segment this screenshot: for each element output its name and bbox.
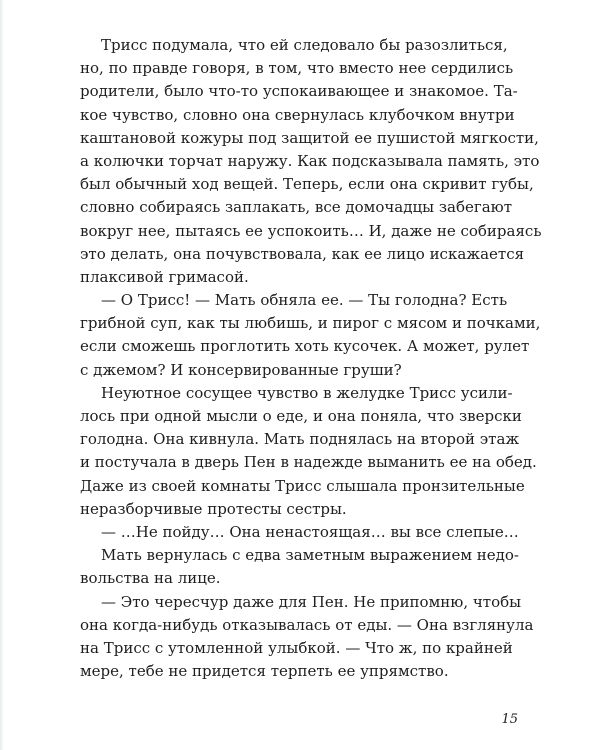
text-line: — О Трисс! — Мать обняла ее. — Ты голодна? Есть <box>101 291 508 310</box>
text-line: кое чувство, словно она свернулась клубочком внутри <box>80 105 515 124</box>
text-line: Неуютное сосущее чувство в желудке Трисс усили- <box>101 383 513 402</box>
paragraph-5 <box>80 544 519 590</box>
text-line: — Это чересчур даже для Пен. Не припомню, чтобы <box>101 592 522 611</box>
text-line: с джемом? И консервированные груши? <box>80 360 402 379</box>
text-line: — …Не пойду… Она ненастоящая… вы все слепые… <box>101 522 519 541</box>
text-line: словно собираясь заплакать, все домочадцы забегают <box>80 198 513 217</box>
text-line: но, по правде говоря, в том, что вместо нее сердились <box>80 59 514 78</box>
text-line: каштановой кожуры под защитой ее пушистой мягкости, <box>80 128 539 147</box>
text-line: был обычный ход вещей. Теперь, если она скривит губы, <box>80 175 534 194</box>
text-line: вольства на лице. <box>80 569 221 588</box>
text-line: и постучала в дверь Пен в надежде выманить ее на обед. <box>80 453 537 472</box>
text-line: грибной суп, как ты любишь, и пирог с мясом и почками, <box>80 314 541 333</box>
paragraph-3 <box>80 382 537 521</box>
text-line: если сможешь проглотить хоть кусочек. А может, рулет <box>80 337 530 356</box>
text-line: это делать, она почувствовала, как ее лицо искажается <box>80 244 525 263</box>
text-line: вокруг нее, пытаясь ее успокоить… И, даже не собираясь <box>80 221 542 240</box>
paragraph-6 <box>80 591 534 684</box>
text-line: голодна. Она кивнула. Мать поднялась на второй этаж <box>80 430 520 449</box>
text-line: родители, было что-то успокаивающее и знакомое. Та- <box>80 82 518 101</box>
text-line: мере, тебе не придется терпеть ее упрямство. <box>80 662 449 681</box>
page-edge-shadow <box>0 0 4 750</box>
text-line: на Трисс с утомленной улыбкой. — Что ж, по крайней <box>80 638 513 657</box>
text-line: неразборчивые протесты сестры. <box>80 499 347 518</box>
page-number: 15 <box>501 712 518 727</box>
text-line: плаксивой гримасой. <box>80 267 249 286</box>
text-line: Даже из своей комнаты Трисс слышала пронзительные <box>80 476 525 495</box>
paragraph-2 <box>80 289 541 382</box>
text-line: лось при одной мысли о еде, и она поняла, что зверски <box>80 407 522 425</box>
paragraph-1 <box>80 34 542 289</box>
text-line: Мать вернулась с едва заметным выражением недо- <box>101 546 519 565</box>
body-text <box>80 34 542 683</box>
text-line: она когда-нибудь отказывалась от еды. — Она взглянула <box>80 615 534 634</box>
paragraph-4 <box>80 521 519 544</box>
text-line: а колючки торчат наружу. Как подсказывала память, это <box>80 151 540 170</box>
text-line: Трисс подумала, что ей следовало бы разозлиться, <box>101 36 508 54</box>
